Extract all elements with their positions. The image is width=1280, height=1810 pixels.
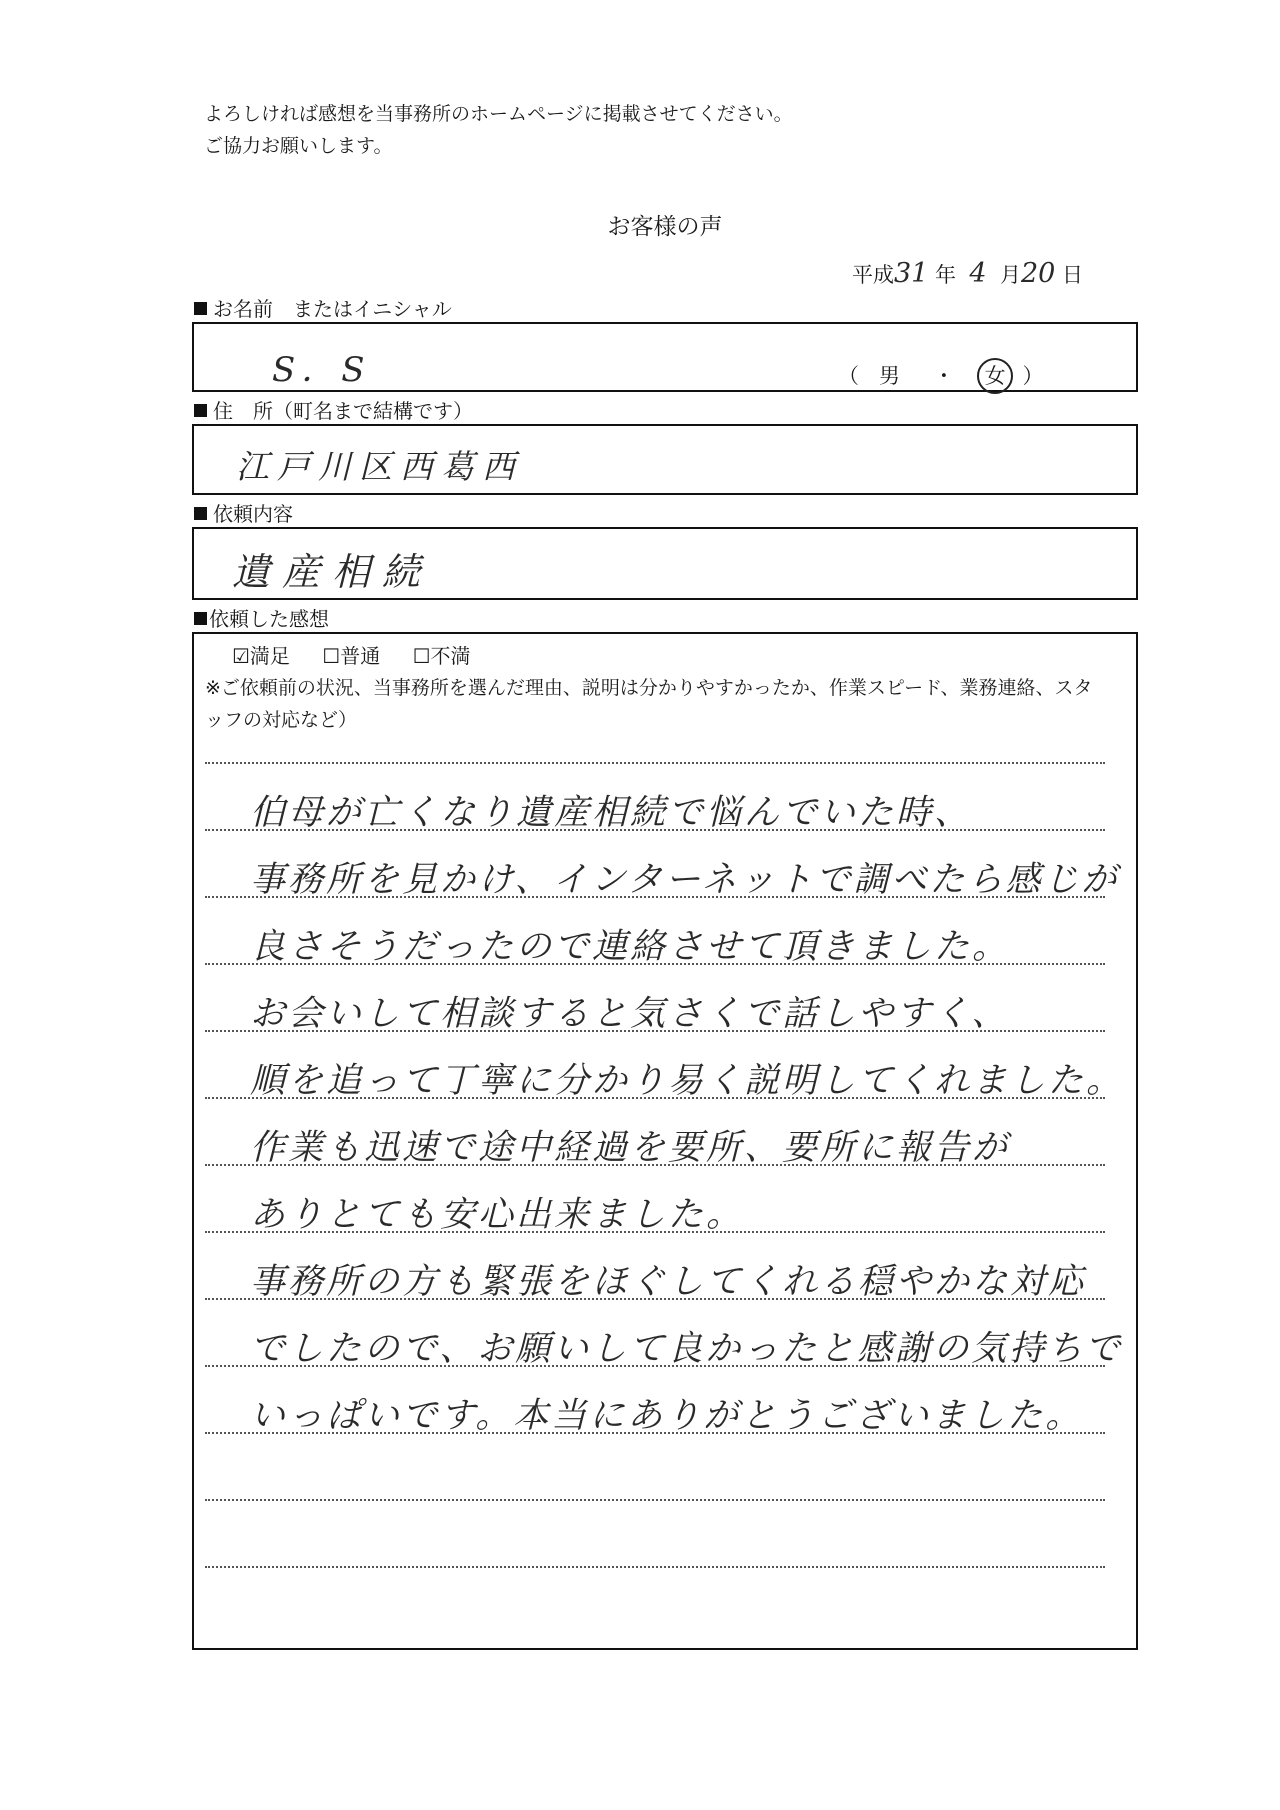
square-bullet-icon <box>194 507 207 520</box>
comment-line: お会いして相談すると気さくで話しやすく、 <box>250 994 1010 1034</box>
intro-line-1: よろしければ感想を当事務所のホームページに掲載させてください。 <box>204 103 793 125</box>
gender-close: ） <box>1022 364 1044 388</box>
comment-line: ありとても安心出来ました。 <box>250 1195 745 1235</box>
comment-line: 順を追って丁寧に分かり易く説明してくれました。 <box>250 1061 1125 1101</box>
address-value: 江戸川区西葛西 <box>236 447 523 486</box>
address-label <box>194 395 473 424</box>
ruled-line <box>205 762 1105 764</box>
name-value: S．S <box>272 350 371 390</box>
comment-line: いっぱいです。本当にありがとうございました。 <box>250 1396 1084 1436</box>
intro-line-2: ご協力お願いします。 <box>204 135 393 157</box>
ruled-line <box>205 1566 1105 1568</box>
date-day: 20 <box>1020 258 1056 289</box>
gender-female-circled: 女 <box>977 358 1013 394</box>
satisfaction-options <box>232 640 497 669</box>
comment-line: 事務所の方も緊張をほぐしてくれる穏やかな対応 <box>250 1262 1087 1302</box>
impression-label <box>194 603 329 632</box>
date-year-unit: 年 <box>935 263 957 287</box>
square-bullet-icon <box>194 612 207 625</box>
comment-line: 伯母が亡くなり遺産相続で悩んでいた時、 <box>250 793 973 833</box>
gender-open: （ <box>838 364 859 388</box>
option-satisfied: ☑満足 <box>232 644 290 668</box>
date-field <box>852 258 1083 289</box>
impression-note: ※ご依頼前の状況、当事務所を選んだ理由、説明は分かりやすかったか、作業スピード、業務連絡、スタッフの対応など） <box>205 677 1093 731</box>
option-average: ☐普通 <box>322 644 381 668</box>
ruled-line <box>205 1499 1105 1501</box>
name-label-text: お名前 またはイニシャル <box>213 297 452 321</box>
date-day-unit: 日 <box>1062 263 1083 287</box>
comment-line: 事務所を見かけ、インターネットで調べたら感じが <box>250 860 1120 900</box>
intro-text <box>204 98 793 162</box>
impression-label-text: 依頼した感想 <box>209 607 329 631</box>
address-label-text: 住 所（町名まで結構です） <box>213 399 473 423</box>
square-bullet-icon <box>194 302 207 315</box>
date-year: 31 <box>894 258 929 289</box>
option-unsatisfied: ☐不満 <box>412 644 471 668</box>
comment-line: 作業も迅速で途中経過を要所、要所に報告が <box>250 1128 1011 1168</box>
gender-selector <box>838 358 1043 394</box>
date-era: 平成 <box>852 263 894 287</box>
request-label <box>194 498 293 527</box>
request-label-text: 依頼内容 <box>213 502 293 526</box>
gender-separator: ・ <box>933 364 955 388</box>
gender-male: 男 <box>879 364 901 388</box>
comment-line: 良さそうだったので連絡させて頂きました。 <box>250 927 1011 967</box>
date-month-unit: 月 <box>999 263 1021 287</box>
date-month: 4 <box>969 258 987 289</box>
name-label <box>194 293 452 322</box>
page-title: お客様の声 <box>607 214 723 240</box>
square-bullet-icon <box>194 404 207 417</box>
request-value: 遺産相続 <box>232 550 433 594</box>
comment-line: でしたので、お願いして良かったと感謝の気持ちで <box>250 1329 1123 1369</box>
